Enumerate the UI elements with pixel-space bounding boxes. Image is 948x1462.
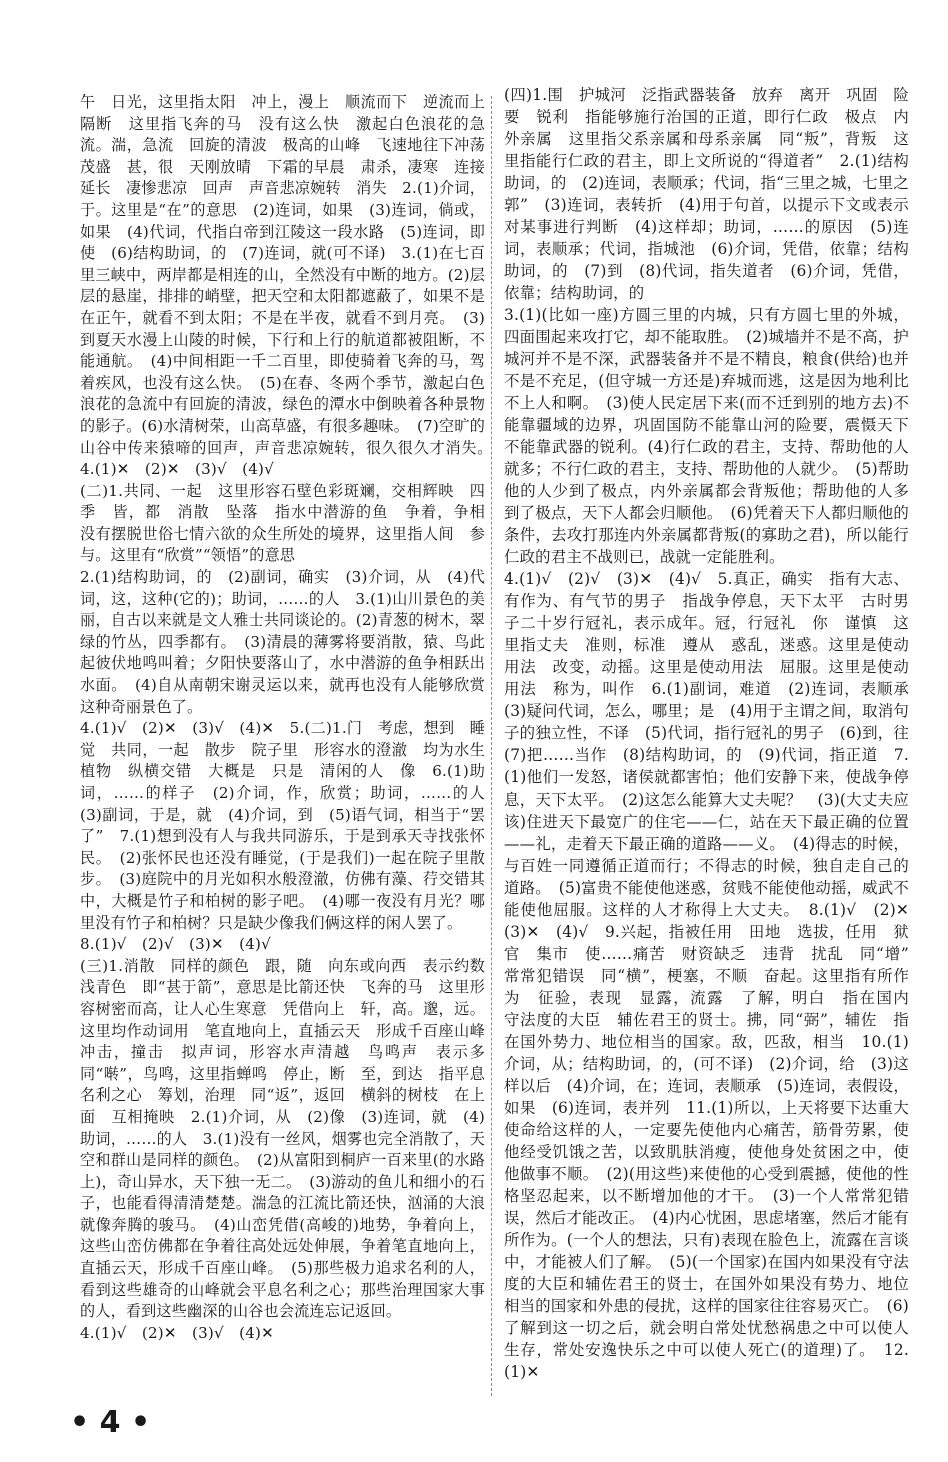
page-number: • 4 • (70, 1405, 151, 1440)
left-paragraph-6: (三)1.消散 同样的颜色 跟，随 向东或向西 表示约数 浅青色 即“甚于箭”，意思是比箭还快 飞奔的马 这里形容树密而高，让人心生寒意 凭借向上 轩，高。邈，远。这里均作动词用 笔直地向上，直插云天 形成千百座山峰 冲击，撞击 拟声词，形容水声清越 鸟鸣声 表示多 同“啭”，鸟鸣，这里指蝉鸣 停止，断 至，到达 指平息名利之心 筹划，治理 同“返”，返回 横斜的树枝 在上面 互相掩映 2.(1)介词，从 (2)像 (3)连词，就 (4)助词，……的人 3.(1)没有一丝风，烟雾也完全消散了，天空和群山是同样的颜色。 (2)从富阳到桐庐一百来里(的水路上)，奇山异水，天下独一无二。 (3)游动的鱼儿和细小的石子，也能看得清清楚楚。湍急的江流比箭还快，汹涌的大浪就像奔腾的骏马。 (4)山峦凭借(高峻的)地势，争着向上，这些山峦仿佛都在争着往高处远处伸展，争着笔直地向上，直插云天，形成千百座山峰。 (5)那些极力追求名利的人，看到这些雄奇的山峰就会平息名利之心；那些治理国家大事的人，看到这些幽深的山谷也会流连忘记返回。 (80, 956, 501, 1321)
right-column (504, 84, 925, 1383)
left-column (80, 92, 501, 1344)
column-divider (491, 96, 492, 1396)
right-paragraph-2: 3.(1)(比如一座)方圆三里的内城，只有方圆七里的外城，四面围起来攻打它，却不能取胜。 (2)城墙并不是不高，护城河并不是不深，武器装备并不是不精良，粮食(供给)也并不是不充足，(但守城一方还是)弃城而逃，这是因为地利比不上人和啊。 (3)使人民定居下来(而不迁到别的地方去)不能靠疆域的边界，巩固国防不能靠山河的险要，震慑天下不能靠武器的锐利。(4)行仁政的君主，支持、帮助他的人就多；不行仁政的君主，支持、帮助他的人就少。 (5)帮助他的人少到了极点，内外亲属都会背叛他；帮助他的人多到了极点，天下人都会归顺他。 (6)凭着天下人都归顺他的条件，去攻打那连内外亲属都背叛(的寡助之君)，所以能行仁政的君主不战则已，战就一定能胜利。 (504, 306, 909, 567)
left-paragraph-7: 4.(1)√ (2)✕ (3)√ (4)✕ (80, 1323, 274, 1342)
left-paragraph-3: 2.(1)结构助词，的 (2)副词，确实 (3)介词，从 (4)代词，这，这种(它的)；助词，……的人 3.(1)山川景色的美丽，自古以来就是文人雅士共同谈论的。(2)青葱的树木，翠绿的竹丛，四季都有。 (3)清晨的薄雾将要消散，猿、鸟此起彼伏地鸣叫着；夕阳快要落山了，水中潜游的鱼争相跃出水面。 (4)自从南朝宋谢灵运以来，就再也没有人能够欣赏这种奇丽景色了。 (80, 568, 485, 716)
left-paragraph-1: 午 日光，这里指太阳 冲上，漫上 顺流而下 逆流而上 隔断 这里指飞奔的马 没有这么快 激起白色浪花的急流。湍，急流 回旋的清波 极高的山峰 飞速地往下冲荡 茂盛 甚，很 天刚放晴 下霜的早晨 肃杀，凄寒 连接 延长 凄惨悲凉 回声 声音悲凉婉转 消失 2.(1)介词，于。这里是“在”的意思 (2)连词，如果 (3)连词，倘或，如果 (4)代词，代指白帝到江陵这一段水路 (5)连词，即使 (6)结构助词，的 (7)连词，就(可不译) 3.(1)在七百里三峡中，两岸都是相连的山，全然没有中断的地方。(2)层层的悬崖，排排的峭壁，把天空和太阳都遮蔽了，如果不是在正午，就看不到太阳；不是在半夜，就看不到月亮。 (3)到夏天水漫上山陵的时候，下行和上行的航道都被阻断，不能通航。 (4)中间相距一千二百里，即使骑着飞奔的马，驾着疾风，也没有这么快。 (5)在春、冬两个季节，激起白色浪花的急流中有回旋的清波，绿色的潭水中倒映着各种景物的影子。(6)水清树荣，山高草盛，有很多趣味。 (7)空旷的山谷中传来猿啼的回声，声音悲凉婉转，很久很久才消失。 4.(1)✕ (2)✕ (3)√ (4)√ (80, 93, 501, 479)
right-paragraph-3: 4.(1)√ (2)√ (3)✕ (4)√ 5.真正，确实 指有大志、有作为、有气节的男子 指战争停息，天下太平 古时男子二十岁行冠礼，表示成年。冠，行冠礼 你 谨慎 这里指丈夫 准则，标准 遵从 惑乱，迷惑。这里是使动用法 改变，动摇。这里是使动用法 屈服。这里是使动用法 称为，叫作 6.(1)副词，难道 (2)连词，表顺承 (3)疑问代词，怎么，哪里；是 (4)用于主谓之间，取消句子的独立性，不译 (5)代词，指行冠礼的男子 (6)到，往 (7)把……当作 (8)结构助词，的 (9)代词，指正道 7.(1)他们一发怒，诸侯就都害怕；他们安静下来，使战争停息，天下太平。 (2)这怎么能算大丈夫呢？ (3)(大丈夫应该)住进天下最宽广的住宅——仁，站在天下最正确的位置——礼，走着天下最正确的道路——义。 (4)得志的时候，与百姓一同遵循正道而行；不得志的时候，独自走自己的道路。 (5)富贵不能使他迷惑，贫贱不能使他动摇，威武不能使他屈服。这样的人才称得上大丈夫。 8.(1)√ (2)✕ (3)✕ (4)√ 9.兴起，指被任用 田地 选拔，任用 狱官 集市 使……痛苦 财资缺乏 违背 扰乱 同“增” 常常犯错误 同“横”，梗塞，不顺 奋起。这里指有所作为 征验，表现 显露，流露 了解，明白 指在国内 守法度的大臣 辅佐君王的贤士。拂，同“弼”，辅佐 指在国外势力、地位相当的国家。敌，匹敌，相当 10.(1)介词，从；结构助词，的，(可不译) (2)介词，给 (3)这样以后 (4)介词，在；连词，表顺承 (5)连词，表假设，如果 (6)连词，表并列 11.(1)所以，上天将要下达重大使命给这样的人，一定要先使他内心痛苦，筋骨劳累，使他经受饥饿之苦，以致肌肤消瘦，使他身处贫困之中，使他做事不顺。 (2)(用这些)来使他的心受到震撼，使他的性格坚忍起来，以不断增加他的才干。 (3)一个人常常犯错误，然后才能改正。 (4)内心忧困，思虑堵塞，然后才能有所作为。(一个人的想法，只有)表现在脸色上，流露在言谈中，才能被人们了解。 (5)(一个国家)在国内如果没有守法度的大臣和辅佐君王的贤士，在国外如果没有势力、地位相当的国家和外患的侵扰，这样的国家往往容易灭亡。 (6)了解到这一切之后，就会明白常处忧愁祸患之中可以使人生存，常处安逸快乐之中可以使人死亡(的道理)了。 12.(1)✕ (504, 570, 925, 1381)
left-paragraph-4: 4.(1)√ (2)✕ (3)√ (4)✕ 5.(二)1.门 考虑，想到 睡觉 共同，一起 散步 院子里 形容水的澄澈 均为水生植物 纵横交错 大概是 只是 清闲的人 像 6.(1)助词，……的样子 (2)介词，作，欣赏；助词，……的人 (3)副词，于是，就 (4)介词，到 (5)语气词，相当于“罢了” 7.(1)想到没有人与我共同游乐，于是到承天寺找张怀民。 (2)张怀民也还没有睡觉，(于是我们)一起在院子里散步。 (3)庭院中的月光如积水般澄澈，仿佛有藻、荇交错其中，大概是竹子和柏树的影子吧。 (4)哪一夜没有月光？哪里没有竹子和柏树？只是缺少像我们俩这样的闲人罢了。 (80, 719, 501, 932)
left-paragraph-2: (二)1.共同、一起 这里形容石壁色彩斑斓，交相辉映 四季 皆，都 消散 坠落 指水中潜游的鱼 争着，争相 没有摆脱世俗七情六欲的众生所处的境界，这里指人间 参与。这里有“欣赏”“领悟”的意思 (80, 481, 501, 565)
right-paragraph-1: (四)1.围 护城河 泛指武器装备 放弃 离开 巩固 险要 锐利 指能够施行治国的正道，即行仁政 极点 内外亲属 这里指父系亲属和母系亲属 同“叛”，背叛 这里指能行仁政的君主，即上文所说的“得道者” 2.(1)结构助词，的 (2)连词，表顺承；代词，指“三里之城，七里之郭” (3)连词，表转折 (4)用于句首，以提示下文或表示对某事进行判断 (4)这样却；助词，……的原因 (5)连词，表顺承；代词，指城池 (6)介词，凭借，依靠；结构助词，的 (7)到 (8)代词，指失道者 (6)介词，凭借，依靠；结构助词，的 (504, 86, 909, 303)
left-paragraph-5: 8.(1)√ (2)√ (3)✕ (4)√ (80, 935, 271, 954)
